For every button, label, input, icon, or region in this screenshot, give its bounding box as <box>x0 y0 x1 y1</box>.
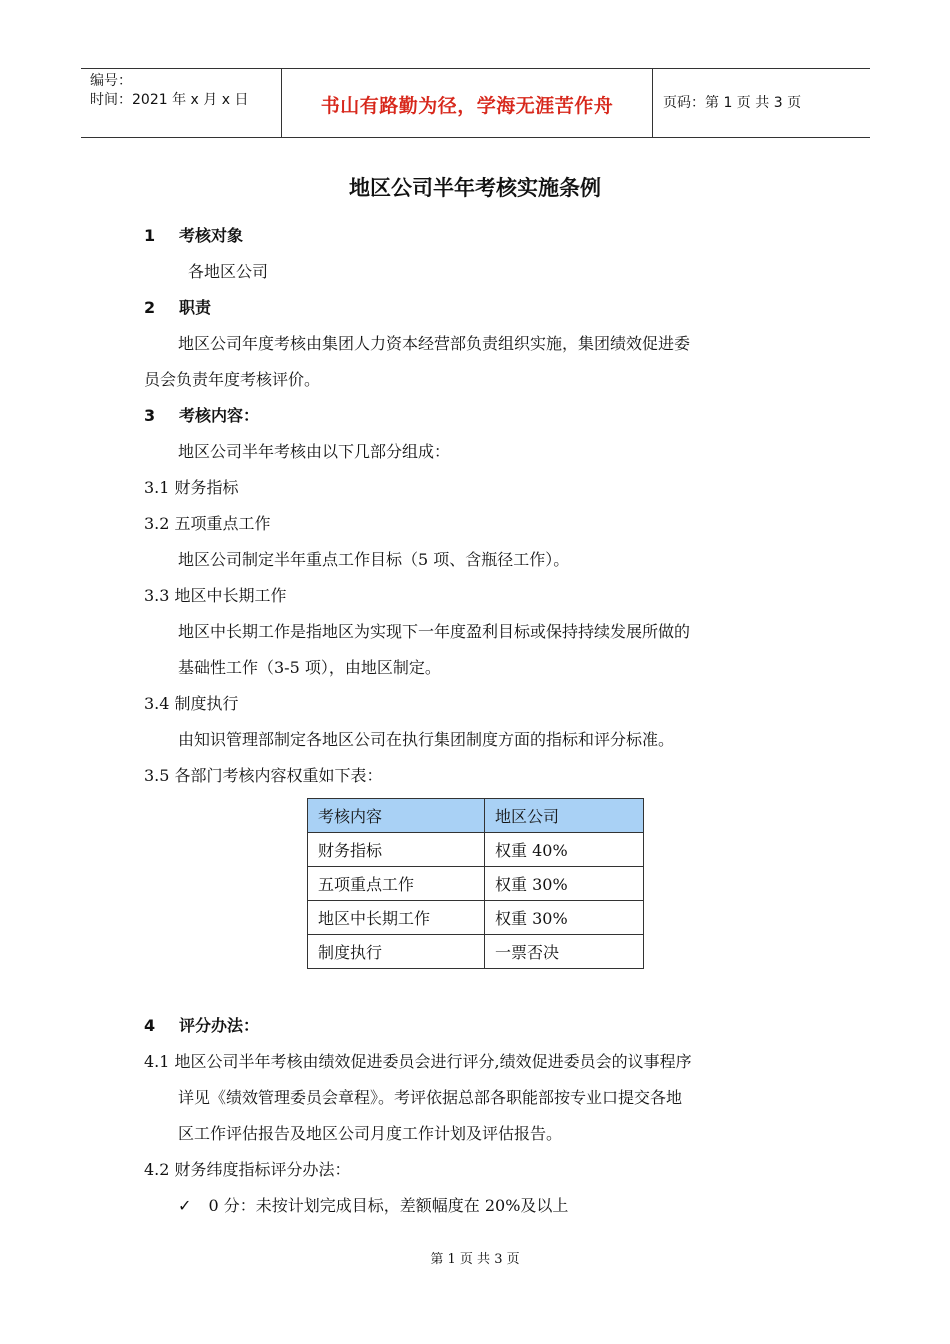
table-row <box>308 867 644 901</box>
subsection-4-1-line-3: 区工作评估报告及地区公司月度工作计划及评估报告。 <box>178 1124 563 1143</box>
subsection-4-1-line-2: 详见《绩效管理委员会章程》。考评依据总部各职能部按专业口提交各地 <box>178 1088 683 1107</box>
subsection-3-3: 3.3 地区中长期工作 <box>144 586 287 605</box>
table-cell: 五项重点工作 <box>308 867 485 901</box>
section-number: 2 <box>144 298 156 317</box>
subsection-3-2-body: 地区公司制定半年重点工作目标（5 项、含瓶径工作）。 <box>178 550 570 569</box>
subsection-3-4: 3.4 制度执行 <box>144 694 239 713</box>
table-row <box>308 901 644 935</box>
table-cell: 地区中长期工作 <box>308 901 485 935</box>
section-2-line-1: 地区公司年度考核由集团人力资本经营部负责组织实施，集团绩效促进委 <box>178 334 691 353</box>
section-label: 职责 <box>179 298 212 317</box>
section-2-line-2: 员会负责年度考核评价。 <box>144 370 321 389</box>
page-info: 页码：第 1 页 共 3 页 <box>663 95 802 111</box>
page-footer: 第 1 页 共 3 页 <box>430 1252 520 1267</box>
subsection-4-2: 4.2 财务纬度指标评分办法： <box>144 1160 351 1179</box>
subsection-3-1: 3.1 财务指标 <box>144 478 239 497</box>
time-label: 时间：2021 年 x 月 x 日 <box>90 92 249 108</box>
table-cell: 财务指标 <box>308 833 485 867</box>
table-cell: 一票否决 <box>485 935 644 969</box>
section-label: 评分办法： <box>179 1016 260 1035</box>
subsection-3-3-line-2: 基础性工作（3-5 项），由地区制定。 <box>178 658 441 677</box>
table-row <box>308 935 644 969</box>
header-meta-cell <box>81 69 282 137</box>
subsection-3-2: 3.2 五项重点工作 <box>144 514 271 533</box>
section-label: 考核内容： <box>179 406 260 425</box>
section-number: 3 <box>144 406 156 425</box>
number-label: 编号： <box>90 73 132 89</box>
document-header <box>81 68 870 138</box>
subsection-4-1-line-1: 4.1 地区公司半年考核由绩效促进委员会进行评分,绩效促进委员会的议事程序 <box>144 1052 692 1071</box>
check-icon: ✓ <box>178 1196 192 1215</box>
section-number: 4 <box>144 1016 156 1035</box>
table-cell: 权重 30% <box>485 867 644 901</box>
table-header-cell: 地区公司 <box>485 799 644 833</box>
table-cell: 制度执行 <box>308 935 485 969</box>
subsection-3-3-line-1: 地区中长期工作是指地区为实现下一年度盈利目标或保持持续发展所做的 <box>178 622 691 641</box>
section-1-body: 各地区公司 <box>188 262 269 281</box>
section-number: 1 <box>144 226 156 245</box>
bullet-text: 0 分：未按计划完成目标，差额幅度在 20%及以上 <box>208 1196 569 1215</box>
table-cell: 权重 40% <box>485 833 644 867</box>
weight-table <box>307 798 644 969</box>
section-label: 考核对象 <box>179 226 244 245</box>
motto: 书山有路勤为径，学海无涯苦作舟 <box>320 95 614 117</box>
header-motto-cell <box>282 69 653 137</box>
section-3-intro: 地区公司半年考核由以下几部分组成： <box>178 442 451 461</box>
table-row <box>308 833 644 867</box>
table-cell: 权重 30% <box>485 901 644 935</box>
page-title: 地区公司半年考核实施条例 <box>349 176 601 200</box>
header-page-cell <box>653 69 870 137</box>
bullet-item <box>178 1195 568 1217</box>
table-header-cell: 考核内容 <box>308 799 485 833</box>
subsection-3-4-body: 由知识管理部制定各地区公司在执行集团制度方面的指标和评分标准。 <box>178 730 675 749</box>
subsection-3-5: 3.5 各部门考核内容权重如下表： <box>144 766 383 785</box>
table-header-row <box>308 799 644 833</box>
